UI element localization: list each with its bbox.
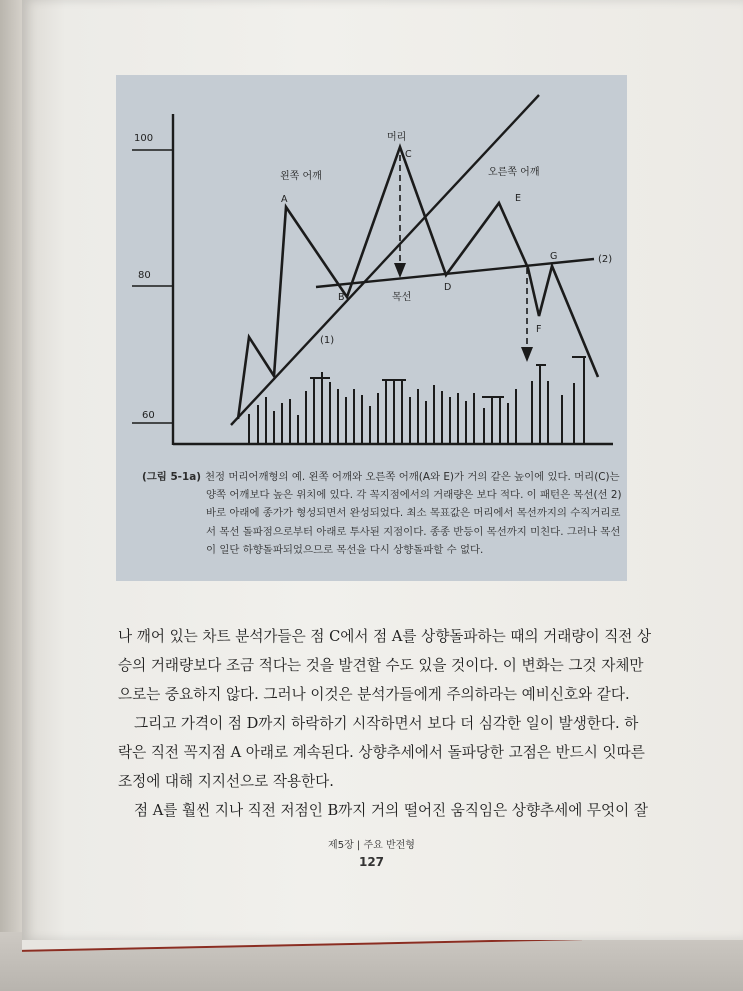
point-label-b: B [338,292,345,303]
body-line: 나 깨어 있는 차트 분석가들은 점 C에서 점 A를 상향돌파하는 때의 거래량이 직전 상 [118,628,652,645]
caption-label: (그림 5-1a) [142,471,201,483]
arrowhead-head [394,263,406,278]
caption-line: 이 일단 하향돌파되었으므로 목선을 다시 상향돌파할 수 없다. [206,543,484,556]
point-label-c: C [405,149,412,160]
paragraph [118,709,645,796]
arrowhead-breakout [521,347,533,362]
paragraph [118,796,648,825]
body-line: 승의 거래량보다 조금 적다는 것을 발견할 수도 있을 것이다. 이 변화는 그것 자체만 [118,657,644,674]
point-label-a: A [281,194,288,205]
label-line-2: (2) [598,254,613,265]
point-label-g: G [550,251,558,262]
caption-line [142,468,620,486]
body-line: 그리고 가격이 점 D까지 하락하기 시작하면서 보다 더 심각한 일이 발생한다. 하 [134,715,639,732]
body-line: 조정에 대해 지지선으로 작용한다. [118,773,334,790]
y-label-100: 100 [134,133,154,144]
point-label-f: F [536,324,542,335]
body-text [118,622,652,825]
volume-caps [310,357,586,397]
body-line: 락은 직전 꼭지점 A 아래로 계속된다. 상향추세에서 돌파당한 고점은 반드시 잇따른 [118,744,645,761]
page-number: 127 [358,855,385,869]
y-label-60: 60 [142,410,155,421]
y-label-80: 80 [138,270,151,281]
point-label-e: E [515,193,522,204]
volume-bars [249,357,584,444]
label-right-shoulder: 오른쪽 어깨 [488,167,540,178]
trendline-1 [231,95,542,425]
figure-caption [142,468,622,559]
label-left-shoulder: 왼쪽 어깨 [280,171,322,182]
paragraph [118,622,652,709]
caption-line: 바로 아래에 종가가 형성되면서 완성되었다. 최소 목표값은 머리에서 목선까지의 수직거리로 [206,507,621,520]
point-label-d: D [444,282,452,293]
label-head: 머리 [387,132,407,143]
body-line: 점 A를 훨씬 지나 직전 저점인 B까지 거의 떨어진 움직임은 상향추세에 무엇이 잘 [134,802,648,819]
running-footer: 제5장 | 주요 반전형 [328,840,415,851]
label-line-1: (1) [320,335,335,346]
caption-line: 양쪽 어깨보다 높은 위치에 있다. 각 꼭지점에서의 거래량은 보다 적다. 이 패턴은 목선(선 2) [206,489,622,502]
label-neckline: 목선 [392,292,412,303]
price-path [238,147,598,419]
body-line: 으로는 중요하지 않다. 그러나 이것은 분석가들에게 주의하라는 예비신호와 같다. [118,686,630,703]
caption-text: 천정 머리어깨형의 예. 왼쪽 어깨와 오른쪽 어깨(A와 E)가 거의 같은 높이에 있다. 머리(C)는 [204,471,620,483]
caption-line: 서 목선 돌파점으로부터 아래로 투사된 지점이다. 종종 반등이 목선까지 미친다. 그러나 목선 [206,525,621,538]
